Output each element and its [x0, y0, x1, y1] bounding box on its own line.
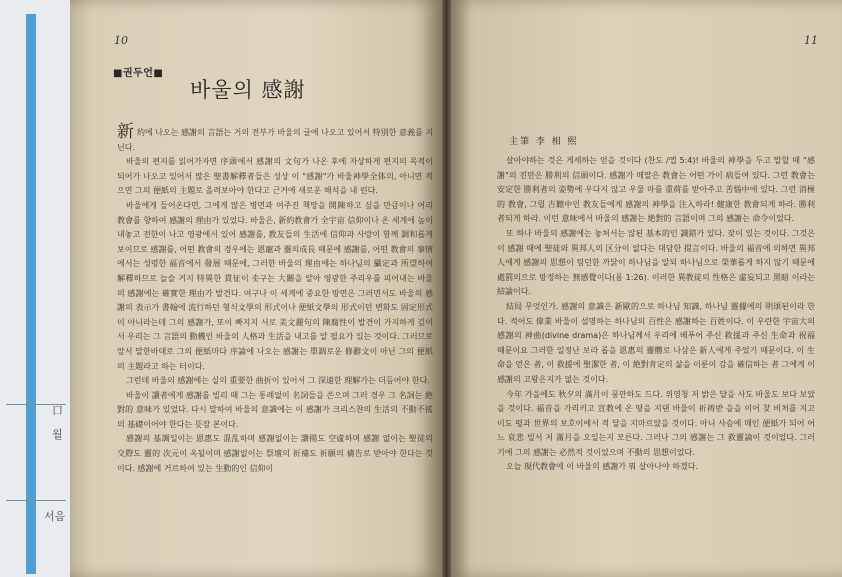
underlying-sheet	[0, 0, 71, 577]
sheet-rule	[6, 500, 66, 501]
blue-band	[26, 14, 36, 574]
book-gutter	[442, 0, 451, 577]
page-number-left: 10	[114, 34, 128, 47]
body-paragraph: 今年 가을에도 秋夕의 滿月이 풍만하도 드다. 위영청 저 밝은 달을 사도 바울도 보다 보았을 것이다. 福音을 가리키고 宣教에 온 땅을 지댄 바울이 祈祷받 을을 이어 찾 비처를 지고 이도 평과 世界의 보호이에서 적 달을 지마르았을 것이다. 아니 사슴에 매인 便紙가 되어 어느 哀悲 빌서 저 滿月을 오일는지 모른다. 그러나 그의 感謝는 그 救靈論이 것이었다. 그러기에 그의 感謝는 必然적 것이었으며 不動의 思想이었다.	[497, 389, 815, 457]
body-paragraph: 結局 무엇인가. 感謝의 意識은 新歐的으로 하나님 知識, 하나님 靈據에의 明頌된이라 한다. 적어도 偉業 바울이 설명하는 하나님의 百性은 感謝하는 百姓이다. 이 우란한 宇宙大의 感謝의 神曲(divine drama)은 하나님께서 우리에 베푸어 주신 救援과 주신 生命과 祝福 때문이요 그러한 일정난 보라 롭을 恩惠의 靈體로 나삼은 新人에게 주었기 때문이다. 이 生命을 얻은 者, 이 救援에 聖潔한 者, 이 絶對肯定의 삶을 이룬이 감을 確信하는 者 그에게 이 感謝의 고왕은지가 없는 것이다.	[497, 301, 815, 384]
left-body-text	[117, 122, 433, 476]
body-paragraph: 그런데 바울의 感謝에는 실의 重要한 曲折이 있어서 그 深遠한 理解가는 더듬어야 한다.	[126, 376, 430, 386]
body-paragraph: 바울의 편지를 읽어가자면 序頭에서 感謝의 文句가 나온 후에 자상하게 편지의 목적이 되어가 나오고 있어서 많은 聖書解釋者들은 성상 이 "感謝"가 바울神學全体의, 아니면 적으면 그의 便紙의 主題로 올려보아야 한다고 근거에 새로운 해석을 내 린다.	[117, 157, 433, 196]
body-paragraph: 新約에 나오는 感謝의 言語는 거의 전부가 바울의 글에 나오고 있어서 特別한 意義를 지닌다.	[117, 122, 433, 152]
body-paragraph: 바울이 讀者에게 感謝를 빌리 때 그는 통례없이 名詞들을 쓴으며 그러 경우 그 名詞는 絶對的 意味가 있었다. 다시 말하여 바울의 意識에는 이 感謝가 크리스챤의 生活의 不動不搖의 基礎이어야 한다는 뜻잠 본이다.	[117, 390, 433, 429]
body-paragraph: 感謝의 基調일이는 恩惠도 混乱하며 感謝없이는 讚揚도 空虛하며 感謝 없이는 聖徒의 交際도 靈的 次元이 옥될이며 感謝없이는 祭壇의 祈禱도 祈願의 禱告로 받아야 한다는 것이다. 感謝에 거르하여 있는 生動的인 信仰이	[117, 434, 433, 473]
article-title: 바울의 感謝	[190, 78, 306, 102]
sheet-glyph: 월	[52, 428, 63, 441]
body-paragraph: 또 하나 바울의 感謝에는 놓쳐서는 않된 基本的인 識錯가 있다. 잦이 있는 것이다. 그것은 이 感謝 때에 聖徒와 異邦人의 区分이 없다는 대담한 提言이다. 바울의 福音에 의하면 異邦人에게 感謝의 思想이 팀던한 까닭이 하나님을 알되 하나님으로 榮華롭게 하지 않기 때문에 處罰의으로 방정하는 無感覺이다(롬 1:26). 이러한 異教徒의 性格은 虛妄되고 黑暗 이라는 結論이다.	[497, 228, 815, 297]
body-paragraph: 오늘 現代教會에 이 바울의 感謝가 뭐 살아나야 하겠다.	[506, 462, 698, 472]
body-paragraph: 바울에게 들어온다면, 그에게 많은 병면과 여주진 책망을 開陳하고 싶을 만큼이나 어리 教會를 향하여 感謝의 理由가 있었다. 바울은, 新約教會가 全宇宙 信仰이나 온 세계에 높이 내놓고 전한이 나고 영광에서 있어 感謝를, 教友들의 生活에 信仰과 사랑이 함께 調和롭게 보이므로 感謝를, 어떤 教會의 경우에는 恩寵과 靈의成長 때문에 感謝를, 어떤 教會의 事情에서는 성령한 福音에서 發展 때문에, 그러한 바울의 理由에는 하나님의 攝定과 所望하여 解釋하므로 늘슬 거지 特異한 貫征이 솟구는 大關을 알아 영광한 주리우를 피어내는 바울의 感謝에는 確實한 理由가 발견다. 여구나 이 세계에 중요한 방면은 그러면서도 바울의 感謝의 表示가 書翰에 流行하던 형식文學의 形式이나 便紙文學의 形式이던 변화도 固定形式이 아니라는데 그의 感謝가, 또이 빠지지 서로 美文麗句의 陳腐性이 발견이 가지하게 깊이 서 우리는 그 言語의 動機인 바울의 人格과 生活을 내고를 알 필요가 있는 것이다. 그러므로 앞서 말한바대로 그의 便紙마다 序論에 나오는 感謝는 單調로운 修辭文이 아닌 그의 便紙의 主題라고 하는 터이다.	[117, 200, 433, 371]
article-author: 主筆 李 相 熙	[509, 137, 579, 147]
page-number-right: 11	[804, 34, 818, 47]
column-label: ■권두언■	[113, 68, 164, 79]
body-paragraph: 살아야하는 것은 게세하는 얻을 것이다 (찬도 /엡 5:4)! 바울의 神學을 두고 말할 때 "感謝"의 진만은 勝利의 信頭이다. 感謝가 메말은 教會는 어떤 가이 病들여 있다. 그런 教會는 安定한 勝利者의 姿勢에 우다지 않고 우물 마를 重荷를 받아주고 苦惱中에 있다. 그런 消極的 教會, 그릴 吉聽中인 教友들에게 感謝의 神學을 注入하라! 健康한 教會되게 하라. 勝利者되게 하라. 이런 意味에서 바울의 感謝는 絶對的 言語이며 그의 感謝는 命令이었다.	[497, 156, 815, 224]
right-body-text	[497, 154, 815, 475]
sheet-glyph: 서음	[44, 510, 66, 523]
sheet-glyph: 口	[52, 404, 63, 417]
